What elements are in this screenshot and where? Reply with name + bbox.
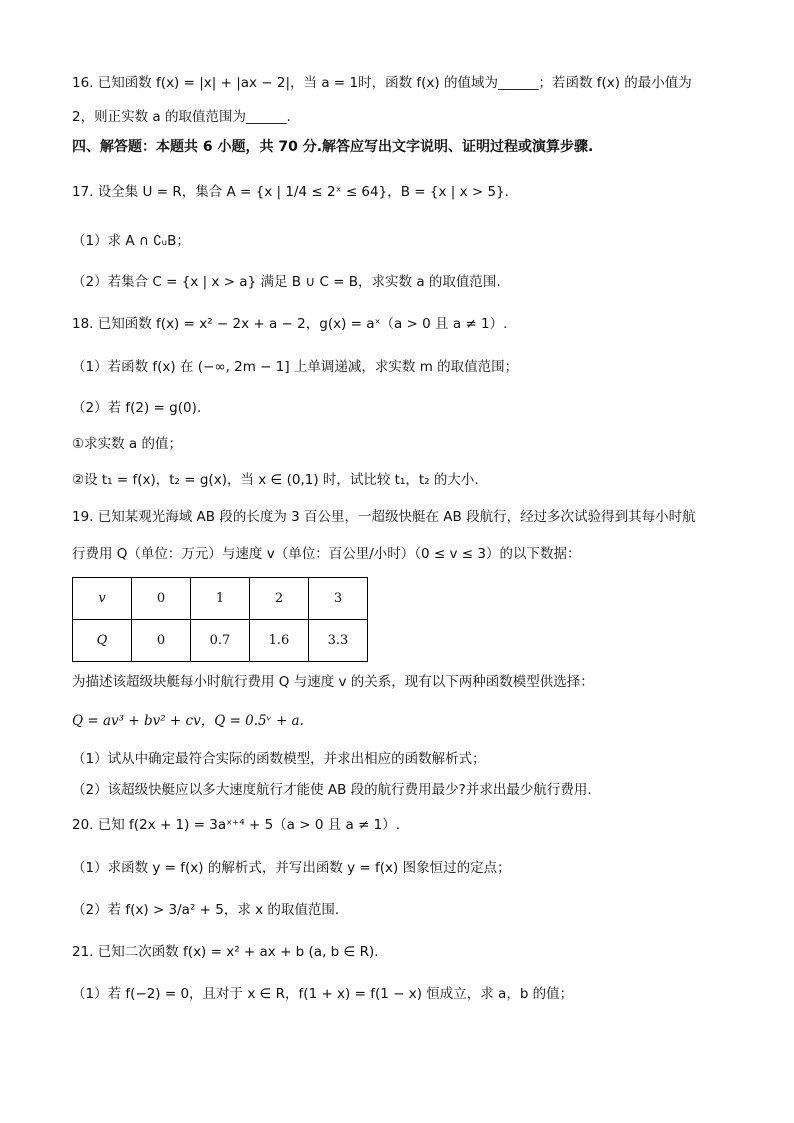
speed-cost-table [72, 577, 368, 662]
q18-part1: （1）若函数 f(x) 在 (−∞, 2m − 1] 上单调递减，求实数 m 的取值范围； [72, 359, 519, 375]
q21-part1: （1）若 f(−2) = 0，且对于 x ∈ R，f(1 + x) = f(1 − x) 恒成立，求 a，b 的值； [72, 986, 574, 1002]
q20-part1: （1）求函数 y = f(x) 的解析式，并写出函数 y = f(x) 图象恒过的定点； [72, 860, 511, 876]
q20-part2: （2）若 f(x) > 3/a² + 5，求 x 的取值范围. [72, 902, 340, 918]
section-heading: 四、解答题：本题共 6 小题，共 70 分.解答应写出文字说明、证明过程或演算步骤. [72, 139, 594, 155]
table-cell: 0 [132, 578, 191, 620]
q20-stem: 20. 已知 f(2x + 1) = 3aˣ⁺⁴ + 5（a > 0 且 a ≠ 1）. [72, 817, 401, 833]
q17-part1: （1）求 A ∩ ∁ᵤB； [72, 233, 190, 249]
q19-models: Q = av³ + bv² + cv，Q = 0.5ᵛ + a. [72, 713, 304, 729]
table-cell: 0.7 [191, 620, 250, 662]
q19-describe: 为描述该超级块艇每小时航行费用 Q 与速度 v 的关系，现有以下两种函数模型供选择： [72, 674, 594, 690]
q18-stem: 18. 已知函数 f(x) = x² − 2x + a − 2，g(x) = aˣ（a > 0 且 a ≠ 1）. [72, 316, 508, 332]
table-cell: 1 [191, 578, 250, 620]
q21-stem: 21. 已知二次函数 f(x) = x² + ax + b (a, b ∈ R). [72, 944, 379, 960]
q19-part1: （1）试从中确定最符合实际的函数模型，并求出相应的函数解析式； [72, 751, 486, 767]
q18-part2: （2）若 f(2) = g(0). [72, 400, 202, 416]
q16-line1: 16. 已知函数 f(x) = |x| + |ax − 2|，当 a = 1时，函数 f(x) 的值域为______；若函数 f(x) 的最小值为 [72, 75, 692, 91]
table-cell: 3.3 [309, 620, 368, 662]
q17-stem: 17. 设全集 U = R，集合 A = {x | 1/4 ≤ 2ˣ ≤ 64}，B = {x | x > 5}. [72, 184, 509, 200]
q18-sub1: ①求实数 a 的值； [72, 436, 182, 452]
q19-stem-line1: 19. 已知某观光海域 AB 段的长度为 3 百公里，一超级快艇在 AB 段航行，经过多次试验得到其每小时航 [72, 509, 696, 525]
table-row-v [73, 578, 368, 620]
table-row-q [73, 620, 368, 662]
table-cell: 2 [250, 578, 309, 620]
table-cell: 3 [309, 578, 368, 620]
q18-sub2: ②设 t₁ = f(x)，t₂ = g(x)，当 x ∈ (0,1) 时，试比较 t₁，t₂ 的大小. [72, 472, 479, 488]
table-cell: 0 [132, 620, 191, 662]
q19-part2: （2）该超级快艇应以多大速度航行才能使 AB 段的航行费用最少?并求出最少航行费用. [72, 782, 592, 798]
q17-part2: （2）若集合 C = {x | x > a} 满足 B ∪ C = B，求实数 a 的取值范围. [72, 274, 501, 290]
q16-line2: 2，则正实数 a 的取值范围为______. [72, 109, 291, 125]
table-row-label: v [73, 578, 132, 620]
q19-stem-line2: 行费用 Q（单位：万元）与速度 v（单位：百公里/小时）（0 ≤ v ≤ 3）的以下数据： [72, 546, 581, 562]
table-row-label: Q [73, 620, 132, 662]
table-cell: 1.6 [250, 620, 309, 662]
